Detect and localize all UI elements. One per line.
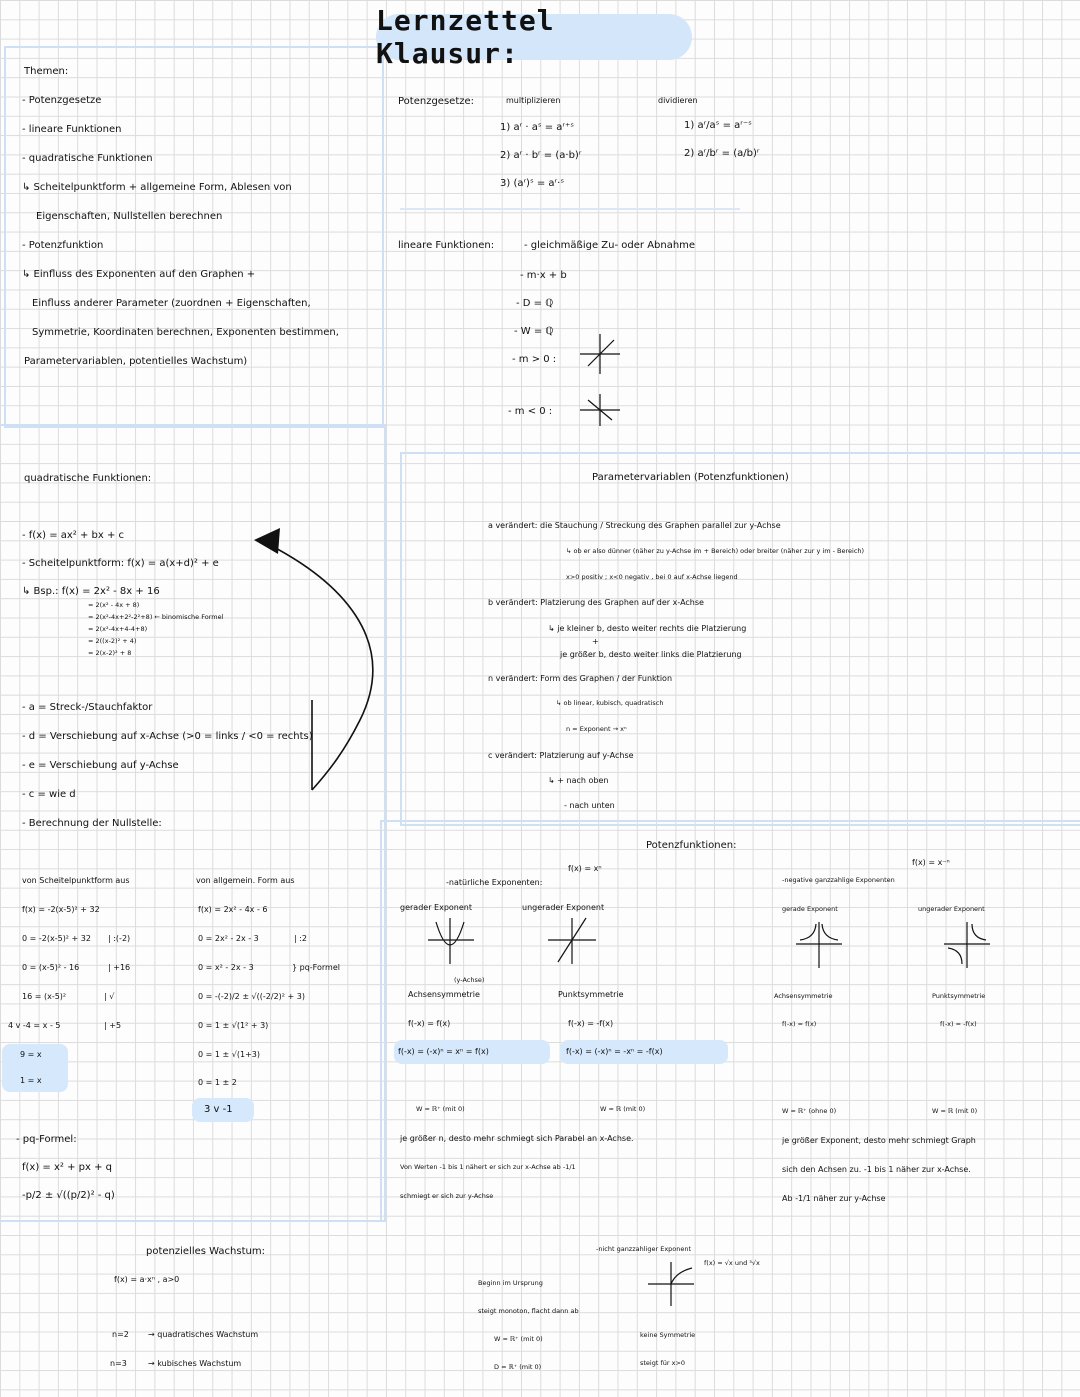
allg-step: 0 = 1 ± √(1+3) <box>198 1050 260 1059</box>
themen-line: Einfluss anderer Parameter (zuordnen + Eigenschaften, <box>32 298 311 309</box>
graph-neg-even-icon <box>796 922 842 968</box>
themen-line: - quadratische Funktionen <box>22 153 153 164</box>
neg-heading: -negative ganzzahlige Exponenten <box>782 876 895 884</box>
neg-f: f(-x) = f(x) <box>782 1020 817 1028</box>
nat-desc: schmiegt er sich zur y-Achse <box>400 1192 494 1200</box>
param-line: - d = Verschiebung auf x-Achse (>0 = links / <0 = rechts) <box>22 731 313 742</box>
neg-f: f(-x) = -f(x) <box>940 1020 977 1028</box>
scheitel-op: | +5 <box>104 1021 122 1030</box>
allg-op: | :2 <box>294 934 308 943</box>
scheitel-op: | √ <box>104 992 115 1001</box>
example-step: = 2(x²-4x+2²-2²+8) ← binomische Formel <box>88 613 224 621</box>
div-heading: dividieren <box>658 96 698 105</box>
nat-yachse: (y-Achse) <box>454 976 485 984</box>
arrow-curve-icon <box>264 542 373 790</box>
nz-heading: -nicht ganzzahliger Exponent <box>596 1245 692 1253</box>
nz-line: steigt für x>0 <box>640 1359 686 1367</box>
param-line: - Berechnung der Nullstelle: <box>22 818 162 829</box>
nz-line: Beginn im Ursprung <box>478 1279 543 1287</box>
nat-desc: Von Werten -1 bis 1 nähert er sich zur x-Achse ab -1/1 <box>400 1163 576 1171</box>
scheitel-op: | :(-2) <box>108 934 131 943</box>
themen-line: ↳ Einfluss des Exponenten auf den Graphen + <box>22 269 256 280</box>
example-step: = 2((x-2)² + 4) <box>88 637 137 645</box>
lineare-item: - m > 0 : <box>512 354 557 365</box>
graph-m-positive-icon <box>580 334 620 374</box>
nat-u1: f(-x) = -f(x) <box>568 1019 614 1028</box>
nat-gW: W = ℝ⁺ (mit 0) <box>416 1105 465 1113</box>
scheitel-step: 0 = (x-5)² - 16 <box>22 963 80 972</box>
scheitel-formula: - Scheitelpunktform: f(x) = a(x+d)² + e <box>22 558 219 569</box>
nat-uW: W = ℝ (mit 0) <box>600 1105 646 1113</box>
nat-ungerade: ungerader Exponent <box>522 903 605 912</box>
example-step: = 2(x-2)² + 8 <box>88 649 132 657</box>
neg-desc: je größer Exponent, desto mehr schmiegt Graph <box>782 1136 976 1145</box>
themen-line: Parametervariablen, potentielles Wachstum) <box>24 356 248 367</box>
param-line: - e = Verschiebung auf y-Achse <box>22 760 179 771</box>
mult-rule: 2) aʳ · bʳ = (a·b)ʳ <box>500 150 582 161</box>
param-n: n verändert: Form des Graphen / der Funktion <box>488 674 673 683</box>
allg-step: 0 = 1 ± 2 <box>198 1078 237 1087</box>
pq-heading: - pq-Formel: <box>16 1134 77 1145</box>
param-a: ↳ ob er also dünner (näher zu y-Achse im + Bereich) oder breiter (näher zur y im - Bereich) <box>566 547 865 555</box>
allg-step: 0 = x² - 2x - 3 <box>198 963 254 972</box>
param-b: + <box>592 637 599 646</box>
graph-odd-icon <box>548 918 596 964</box>
arrowhead-icon <box>254 528 280 554</box>
mult-heading: multiplizieren <box>506 96 561 105</box>
example-line: ↳ Bsp.: f(x) = 2x² - 8x + 16 <box>22 586 160 597</box>
neg-desc: Ab -1/1 näher zur y-Achse <box>782 1194 886 1203</box>
neg-formula: f(x) = x⁻ⁿ <box>912 858 950 867</box>
neg-sym: Achsensymmetrie <box>774 992 833 1000</box>
nz-line: keine Symmetrie <box>640 1331 696 1339</box>
nat-heading: -natürliche Exponenten: <box>446 878 543 887</box>
param-c: ↳ + nach oben <box>548 776 609 785</box>
potenzgesetze-label: Potenzgesetze: <box>398 96 475 107</box>
potenz-heading: Potenzfunktionen: <box>646 840 737 851</box>
div-rule: 2) aʳ/bʳ = (a/b)ʳ <box>684 148 760 159</box>
param-n: n = Exponent → xⁿ <box>566 725 627 733</box>
themen-line: Eigenschaften, Nullstellen berechnen <box>36 211 223 222</box>
scheitel-step: 16 = (x-5)² <box>22 992 67 1001</box>
allg-step: 0 = 2x² - 2x - 3 <box>198 934 259 943</box>
allg-result: 3 v -1 <box>204 1104 233 1115</box>
graph-even-icon <box>428 918 474 964</box>
nat-desc: je größer n, desto mehr schmiegt sich Parabel an x-Achse. <box>400 1134 634 1143</box>
neg-ungerade: ungerader Exponent <box>918 905 985 913</box>
param-b: ↳ je kleiner b, desto weiter rechts die Platzierung <box>548 624 747 633</box>
nz-line: W = ℝ⁺ (mit 0) <box>494 1335 543 1343</box>
graph-neg-odd-icon <box>944 922 990 968</box>
themen-line: Symmetrie, Koordinaten berechnen, Exponenten bestimmen, <box>32 327 339 338</box>
lineare-item: - gleichmäßige Zu- oder Abnahme <box>524 240 696 251</box>
param-b: je größer b, desto weiter links die Platzierung <box>560 650 742 659</box>
wachstum-n: n=3 <box>110 1359 127 1368</box>
wachstum-text: → quadratisches Wachstum <box>148 1330 259 1339</box>
themen-line: - lineare Funktionen <box>22 124 122 135</box>
themen-line: - Potenzfunktion <box>22 240 104 251</box>
wachstum-n: n=2 <box>112 1330 129 1339</box>
scheitel-step: f(x) = -2(x-5)² + 32 <box>22 905 100 914</box>
page-title: Lernzettel Klausur: <box>376 14 692 60</box>
lineare-label: lineare Funktionen: <box>398 240 495 251</box>
graph-root-icon <box>648 1262 694 1306</box>
allg-heading: von allgemein. Form aus <box>196 876 295 885</box>
param-line: - a = Streck-/Stauchfaktor <box>22 702 153 713</box>
nat-g1: f(-x) = f(x) <box>408 1019 451 1028</box>
scheitel-result: 1 = x <box>20 1076 42 1085</box>
neg-desc: sich den Achsen zu. -1 bis 1 näher zur x-Achse. <box>782 1165 971 1174</box>
wachstum-heading: potenzielles Wachstum: <box>146 1246 265 1257</box>
param-a: a verändert: die Stauchung / Streckung des Graphen parallel zur y-Achse <box>488 521 781 530</box>
wachstum-text: → kubisches Wachstum <box>148 1359 242 1368</box>
neg-W: W = ℝ⁺ (ohne 0) <box>782 1107 837 1115</box>
lineare-item: - m < 0 : <box>508 406 553 417</box>
allg-step: f(x) = 2x² - 4x - 6 <box>198 905 268 914</box>
neg-gerade: gerade Exponent <box>782 905 838 913</box>
nz-formula: f(x) = √x und ³√x <box>704 1259 760 1267</box>
graph-m-negative-icon <box>580 394 620 426</box>
param-b: b verändert: Platzierung des Graphen auf der x-Achse <box>488 598 704 607</box>
example-step: = 2(x²-4x+4-4+8) <box>88 625 148 633</box>
neg-sym: Punktsymmetrie <box>932 992 986 1000</box>
scheitel-op: | +16 <box>108 963 131 972</box>
scheitel-heading: von Scheitelpunktform aus <box>22 876 130 885</box>
lineare-item: - W = ℚ <box>514 326 554 337</box>
nat-u2: f(-x) = (-x)ⁿ = -xⁿ = -f(x) <box>566 1047 663 1056</box>
nat-achs: Achsensymmetrie <box>408 990 480 999</box>
allg-step: 0 = -(-2)/2 ± √((-2/2)² + 3) <box>198 992 305 1001</box>
themen-line: ↳ Scheitelpunktform + allgemeine Form, Ablesen von <box>22 182 292 193</box>
nz-line: steigt monoton, flacht dann ab <box>478 1307 579 1315</box>
nat-gerade: gerader Exponent <box>400 903 472 912</box>
parameter-heading: Parametervariablen (Potenzfunktionen) <box>592 472 789 483</box>
example-step: = 2(x² - 4x + 8) <box>88 601 140 609</box>
scheitel-result: 9 = x <box>20 1050 42 1059</box>
nat-punkt: Punktsymmetrie <box>558 990 624 999</box>
param-n: ↳ ob linear, kubisch, quadratisch <box>556 699 664 707</box>
div-rule: 1) aʳ/aˢ = aʳ⁻ˢ <box>684 120 752 131</box>
mult-rule: 3) (aʳ)ˢ = aʳ·ˢ <box>500 178 565 189</box>
pq-formula: f(x) = x² + px + q <box>22 1162 112 1173</box>
param-line: - c = wie d <box>22 789 76 800</box>
quadratic-formula: - f(x) = ax² + bx + c <box>22 530 125 541</box>
themen-heading: Themen: <box>24 66 69 77</box>
scheitel-step: 0 = -2(x-5)² + 32 <box>22 934 91 943</box>
wachstum-formula: f(x) = a·xⁿ , a>0 <box>114 1275 180 1284</box>
nat-formula: f(x) = xⁿ <box>568 864 602 873</box>
lineare-item: - D = ℚ <box>516 298 554 309</box>
nat-g2: f(-x) = (-x)ⁿ = xⁿ = f(x) <box>398 1047 489 1056</box>
lineare-item: - m·x + b <box>520 270 567 281</box>
allg-step: 0 = 1 ± √(1² + 3) <box>198 1021 269 1030</box>
quadratic-heading: quadratische Funktionen: <box>24 473 152 484</box>
allg-op: } pq-Formel <box>292 963 340 972</box>
pq-formula: -p/2 ± √((p/2)² - q) <box>22 1190 115 1201</box>
param-a: x>0 positiv ; x<0 negativ , bei 0 auf x-Achse liegend <box>566 573 738 581</box>
mult-rule: 1) aʳ · aˢ = aʳ⁺ˢ <box>500 122 575 133</box>
param-c: c verändert: Platzierung auf y-Achse <box>488 751 634 760</box>
themen-line: - Potenzgesetze <box>22 95 102 106</box>
param-c: - nach unten <box>564 801 615 810</box>
neg-W: W = ℝ (mit 0) <box>932 1107 978 1115</box>
scheitel-step: 4 v -4 = x - 5 <box>8 1021 61 1030</box>
nz-line: D = ℝ⁺ (mit 0) <box>494 1363 542 1371</box>
